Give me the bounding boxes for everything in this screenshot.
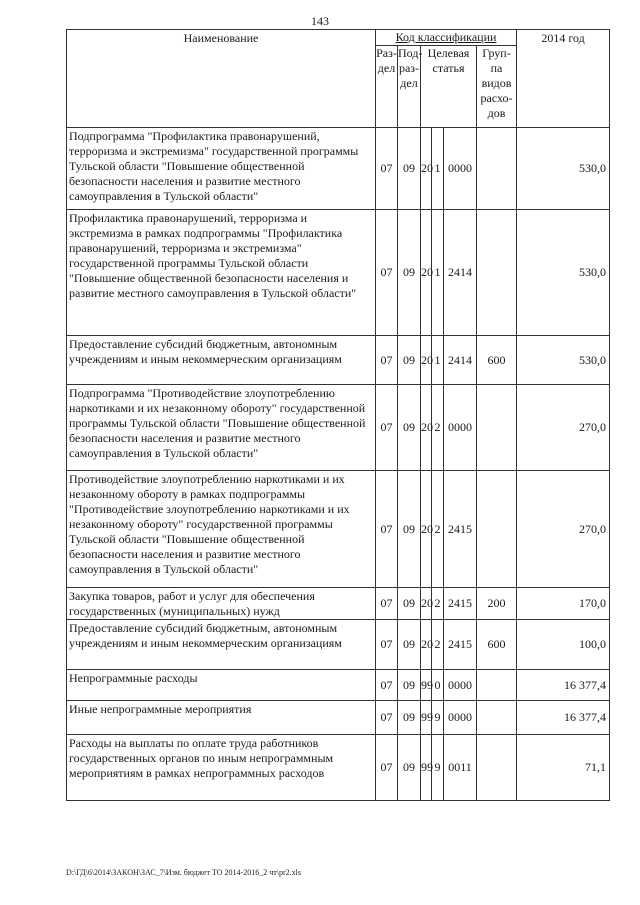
row-target-subprogram-code: 1 bbox=[432, 210, 444, 336]
row-target-program-code: 99 bbox=[421, 701, 432, 735]
row-section-code: 07 bbox=[376, 735, 398, 801]
header-year: 2014 год bbox=[517, 30, 610, 128]
row-subsection-code: 09 bbox=[398, 701, 421, 735]
row-expense-group-code bbox=[477, 128, 517, 210]
row-section-code: 07 bbox=[376, 385, 398, 471]
row-expense-group-code bbox=[477, 735, 517, 801]
row-name-text: Расходы на выплаты по оплате труда работников государственных органов по иным непрограммным мероприятиям в рамках непрограммных расходов bbox=[69, 736, 334, 780]
row-target-subprogram-code: 0 bbox=[432, 670, 444, 701]
row-target-subprogram-code: 2 bbox=[432, 471, 444, 588]
row-name-text: Предоставление субсидий бюджетным, автономным учреждениям и иным некоммерческим организациям bbox=[69, 337, 342, 366]
row-subsection-code: 09 bbox=[398, 210, 421, 336]
row-section-code: 07 bbox=[376, 210, 398, 336]
row-name-text: Непрограммные расходы bbox=[69, 671, 198, 685]
row-expense-group-code: 200 bbox=[477, 588, 517, 620]
row-section-code: 07 bbox=[376, 471, 398, 588]
row-amount-2014: 270,0 bbox=[517, 385, 610, 471]
row-name-text: Закупка товаров, работ и услуг для обеспечения государственных (муниципальных) нужд bbox=[69, 589, 315, 618]
row-target-direction-code: 0000 bbox=[444, 128, 477, 210]
table-row bbox=[67, 471, 610, 588]
row-name bbox=[67, 620, 376, 670]
row-subsection-code: 09 bbox=[398, 471, 421, 588]
footer-file-path: D:\ГД\6\2014\ЗАКОН\ЗАС_7\Изм. бюджет ТО 2014-2016_2 чт\pr2.xls bbox=[66, 868, 301, 877]
row-name bbox=[67, 735, 376, 801]
header-name: Наименование bbox=[67, 30, 376, 128]
row-name bbox=[67, 670, 376, 701]
row-subsection-code: 09 bbox=[398, 588, 421, 620]
row-target-program-code: 99 bbox=[421, 670, 432, 701]
row-section-code: 07 bbox=[376, 701, 398, 735]
row-target-subprogram-code: 1 bbox=[432, 336, 444, 385]
header-subsection: Под- раз- дел bbox=[398, 46, 421, 128]
header-classification-label: Код классификации bbox=[395, 30, 497, 44]
row-target-program-code: 20 bbox=[421, 471, 432, 588]
table-row bbox=[67, 385, 610, 471]
row-target-subprogram-code: 1 bbox=[432, 128, 444, 210]
header-row-top bbox=[67, 30, 610, 46]
row-subsection-code: 09 bbox=[398, 670, 421, 701]
table-row bbox=[67, 701, 610, 735]
row-target-direction-code: 2414 bbox=[444, 336, 477, 385]
row-name-text: Профилактика правонарушений, терроризма и экстремизма в рамках подпрограммы "Профилактика правонарушений, терроризма и экстремизма" государственной программы Тульской области "Повышение общественной безопасности населения и развитие местного самоуправления в Тульской области" bbox=[69, 211, 357, 300]
page-number: 143 bbox=[311, 14, 329, 28]
table-row bbox=[67, 620, 610, 670]
row-target-subprogram-code: 2 bbox=[432, 620, 444, 670]
header-classification bbox=[376, 30, 517, 46]
row-name-text: Предоставление субсидий бюджетным, автономным учреждениям и иным некоммерческим организациям bbox=[69, 621, 342, 650]
row-subsection-code: 09 bbox=[398, 735, 421, 801]
table-row bbox=[67, 588, 610, 620]
table-row bbox=[67, 670, 610, 701]
row-subsection-code: 09 bbox=[398, 385, 421, 471]
row-amount-2014: 16 377,4 bbox=[517, 701, 610, 735]
row-amount-2014: 530,0 bbox=[517, 336, 610, 385]
row-name bbox=[67, 336, 376, 385]
row-target-subprogram-code: 9 bbox=[432, 701, 444, 735]
row-target-direction-code: 2414 bbox=[444, 210, 477, 336]
budget-table bbox=[66, 29, 610, 801]
row-target-program-code: 99 bbox=[421, 735, 432, 801]
row-name bbox=[67, 128, 376, 210]
row-target-program-code: 20 bbox=[421, 336, 432, 385]
row-section-code: 07 bbox=[376, 588, 398, 620]
row-target-direction-code: 0000 bbox=[444, 670, 477, 701]
row-target-subprogram-code: 9 bbox=[432, 735, 444, 801]
row-target-program-code: 20 bbox=[421, 620, 432, 670]
row-target-direction-code: 2415 bbox=[444, 471, 477, 588]
row-expense-group-code: 600 bbox=[477, 336, 517, 385]
row-subsection-code: 09 bbox=[398, 128, 421, 210]
row-name bbox=[67, 588, 376, 620]
row-target-subprogram-code: 2 bbox=[432, 588, 444, 620]
table-row bbox=[67, 128, 610, 210]
row-name bbox=[67, 210, 376, 336]
row-amount-2014: 530,0 bbox=[517, 128, 610, 210]
row-name-text: Противодействие злоупотреблению наркотиками и их незаконному обороту в рамках подпрограммы "Противодействие злоупотреблению наркотиками и их незаконному обороту" государственной программы Тульской области "Повышение общественной безопасности населения и развитие местного самоуправления в Тульской области" bbox=[69, 472, 350, 576]
row-target-direction-code: 2415 bbox=[444, 588, 477, 620]
table-row bbox=[67, 210, 610, 336]
row-target-direction-code: 0011 bbox=[444, 735, 477, 801]
row-target-program-code: 20 bbox=[421, 128, 432, 210]
row-expense-group-code bbox=[477, 385, 517, 471]
row-name-text: Иные непрограммные мероприятия bbox=[69, 702, 252, 716]
header-expense-group: Груп- па видов расхо- дов bbox=[477, 46, 517, 128]
row-target-program-code: 20 bbox=[421, 588, 432, 620]
table-row bbox=[67, 336, 610, 385]
row-amount-2014: 530,0 bbox=[517, 210, 610, 336]
row-subsection-code: 09 bbox=[398, 336, 421, 385]
row-expense-group-code bbox=[477, 670, 517, 701]
row-amount-2014: 270,0 bbox=[517, 471, 610, 588]
header-section: Раз- дел bbox=[376, 46, 398, 128]
row-section-code: 07 bbox=[376, 336, 398, 385]
row-target-direction-code: 0000 bbox=[444, 385, 477, 471]
row-target-program-code: 20 bbox=[421, 210, 432, 336]
row-amount-2014: 100,0 bbox=[517, 620, 610, 670]
row-name-text: Подпрограмма "Противодействие злоупотреблению наркотиками и их незаконному обороту" государственной программы Тульской области "Повышение общественной безопасности населения и развитие местного самоуправления в Тульской области" bbox=[69, 386, 366, 460]
row-amount-2014: 16 377,4 bbox=[517, 670, 610, 701]
row-amount-2014: 170,0 bbox=[517, 588, 610, 620]
row-target-program-code: 20 bbox=[421, 385, 432, 471]
row-target-direction-code: 2415 bbox=[444, 620, 477, 670]
row-subsection-code: 09 bbox=[398, 620, 421, 670]
row-section-code: 07 bbox=[376, 670, 398, 701]
row-name bbox=[67, 471, 376, 588]
row-amount-2014: 71,1 bbox=[517, 735, 610, 801]
row-expense-group-code bbox=[477, 701, 517, 735]
row-expense-group-code bbox=[477, 210, 517, 336]
row-target-direction-code: 0000 bbox=[444, 701, 477, 735]
row-section-code: 07 bbox=[376, 620, 398, 670]
row-name bbox=[67, 701, 376, 735]
row-expense-group-code: 600 bbox=[477, 620, 517, 670]
table-row bbox=[67, 735, 610, 801]
row-name-text: Подпрограмма "Профилактика правонарушений, терроризма и экстремизма" государственной программы Тульской области "Повышение общественной безопасности населения и развитие местного самоуправления в Тульской области" bbox=[69, 129, 359, 203]
row-section-code: 07 bbox=[376, 128, 398, 210]
row-expense-group-code bbox=[477, 471, 517, 588]
row-target-subprogram-code: 2 bbox=[432, 385, 444, 471]
header-target: Целевая статья bbox=[421, 46, 477, 128]
row-name bbox=[67, 385, 376, 471]
